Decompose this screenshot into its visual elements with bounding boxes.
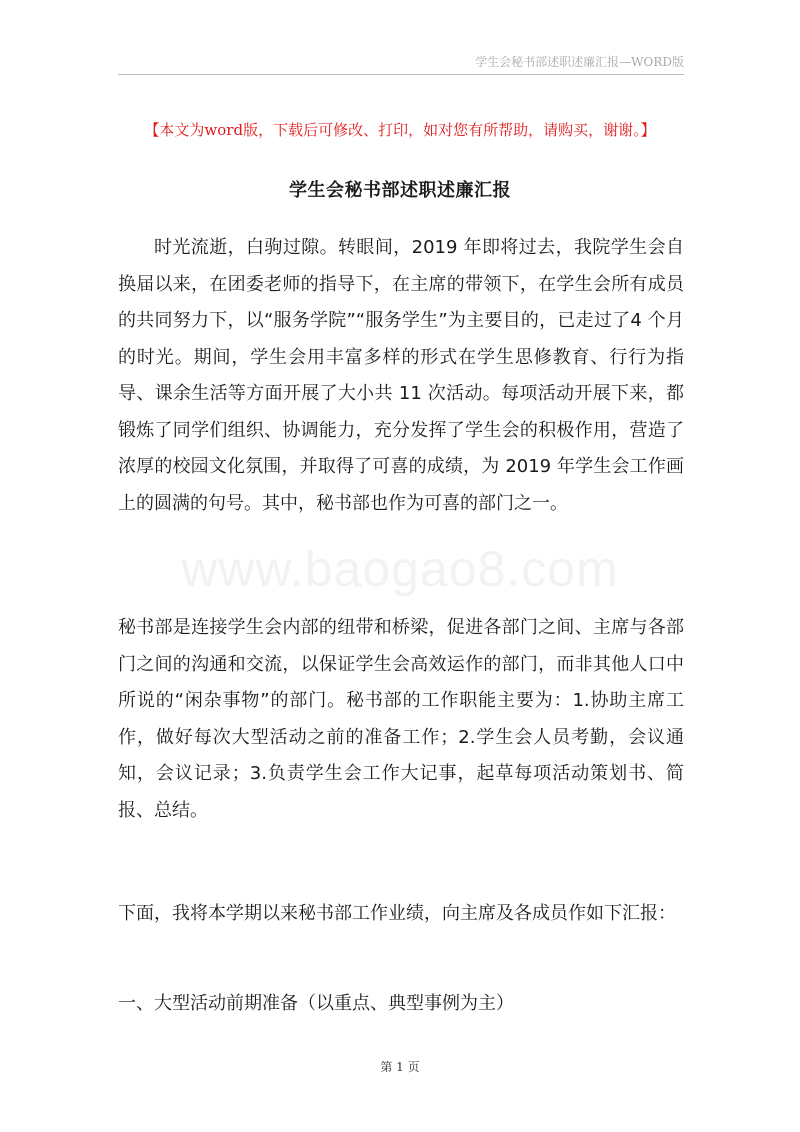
page-number: 第 1 页 <box>380 1060 420 1074</box>
header-divider <box>118 74 684 75</box>
document-title: 学生会秘书部述职述廉汇报 <box>289 180 511 201</box>
paragraph-department-role: 秘书部是连接学生会内部的纽带和桥梁，促进各部门之间、主席与各部门之间的沟通和交流，以保证学生会高效运作的部门，而非其他人口中所说的“闲杂事物”的部门。秘书部的工作职能主要为：1.协助主席工作，做好每次大型活动之前的准备工作；2.学生会人员考勤，会议通知，会议记录；3.负责学生会工作大记事，起草每项活动策划书、简报、总结。 <box>118 617 684 821</box>
section-heading-1: 一、大型活动前期准备（以重点、典型事例为主） <box>118 993 514 1014</box>
running-header: 学生会秘书部述职述廉汇报—WORD版 <box>475 55 684 69</box>
paragraph-report-lead: 下面，我将本学期以来秘书部工作业绩，向主席及各成员作如下汇报： <box>118 903 676 924</box>
download-notice: 【本文为word版，下载后可修改、打印，如对您有所帮助，请购买，谢谢。】 <box>144 121 656 139</box>
watermark: www.baogao8.com <box>181 541 619 597</box>
paragraph-intro: 时光流逝，白驹过隙。转眼间，2019 年即将过去，我院学生会自换届以来，在团委老师的指导下，在主席的带领下，在学生会所有成员的共同努力下，以“服务学院”“服务学生”为主要目的，已走过了4 个月的时光。期间，学生会用丰富多样的形式在学生思修教育、行行为指导、课余生活等方面开展了大小共 11 次活动。每项活动开展下来，都锻炼了同学们组织、协调能力，充分发挥了学生会的积极作用，营造了浓厚的校园文化氛围，并取得了可喜的成绩，为 2019 年学生会工作画上的圆满的句号。其中，秘书部也作为可喜的部门之一。 <box>118 237 684 514</box>
